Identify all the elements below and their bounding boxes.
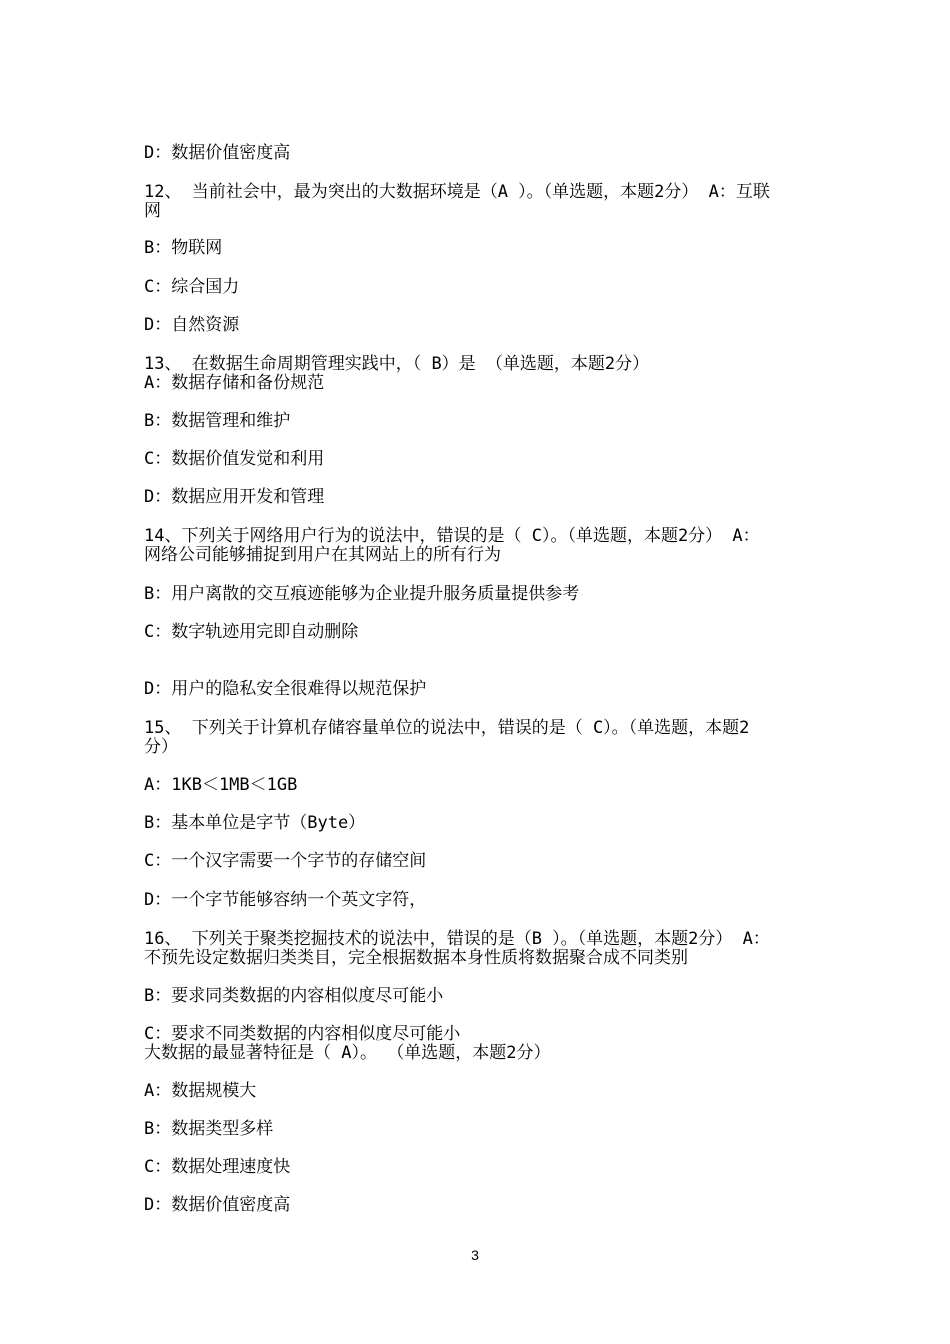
- text-line: D：一个字节能够容纳一个英文字符，: [144, 890, 427, 910]
- text-line: C：数据价值发觉和利用: [144, 449, 325, 469]
- question-15-line-2: 分）: [144, 737, 178, 757]
- text-line: C：数字轨迹用完即自动删除: [144, 622, 359, 642]
- text-line: B：物联网: [144, 238, 223, 258]
- text-line: B：数据管理和维护: [144, 411, 291, 431]
- text-line: C：综合国力: [144, 277, 240, 297]
- text-line: A：数据规模大: [144, 1081, 257, 1101]
- question-16-line-1: 16、 下列关于聚类挖掘技术的说法中，错误的是（B ）。（单选题，本题2分） A：: [144, 929, 770, 949]
- question-16-line-2: 不预先设定数据归类类目，完全根据数据本身性质将数据聚合成不同类别: [144, 948, 688, 968]
- text-line: B：要求同类数据的内容相似度尽可能小: [144, 986, 444, 1006]
- text-line: B：基本单位是字节（Byte）: [144, 813, 366, 833]
- text-line: D：数据价值密度高: [144, 143, 291, 163]
- text-line: C：一个汉字需要一个字节的存储空间: [144, 851, 427, 871]
- text-line: D：自然资源: [144, 315, 240, 335]
- text-line: A：1KB＜1MB＜1GB: [144, 775, 298, 795]
- question-12-line-1: 12、 当前社会中，最为突出的大数据环境是（A ）。（单选题，本题2分） A：互联: [144, 182, 770, 202]
- text-line: B：数据类型多样: [144, 1119, 274, 1139]
- question-14-line-2: 网络公司能够捕捉到用户在其网站上的所有行为: [144, 545, 501, 565]
- question-13-line-2: A：数据存储和备份规范: [144, 373, 325, 393]
- question-14-line-1: 14、下列关于网络用户行为的说法中，错误的是（ C）。（单选题，本题2分） A：: [144, 526, 760, 546]
- text-line: B：用户离散的交互痕迹能够为企业提升服务质量提供参考: [144, 584, 580, 604]
- text-line: D：数据价值密度高: [144, 1195, 291, 1215]
- text-line: C：要求不同类数据的内容相似度尽可能小: [144, 1024, 461, 1044]
- question-line: 大数据的最显著特征是（ A）。 （单选题，本题2分）: [144, 1043, 551, 1063]
- question-15-line-1: 15、 下列关于计算机存储容量单位的说法中，错误的是（ C）。（单选题，本题2: [144, 718, 750, 738]
- question-12-line-2: 网: [144, 201, 161, 221]
- question-13-line-1: 13、 在数据生命周期管理实践中，（ B）是 （单选题，本题2分）: [144, 354, 650, 374]
- text-line: D：数据应用开发和管理: [144, 487, 325, 507]
- page-number: 3: [471, 1247, 479, 1263]
- text-line: C：数据处理速度快: [144, 1157, 291, 1177]
- text-line: D：用户的隐私安全很难得以规范保护: [144, 679, 427, 699]
